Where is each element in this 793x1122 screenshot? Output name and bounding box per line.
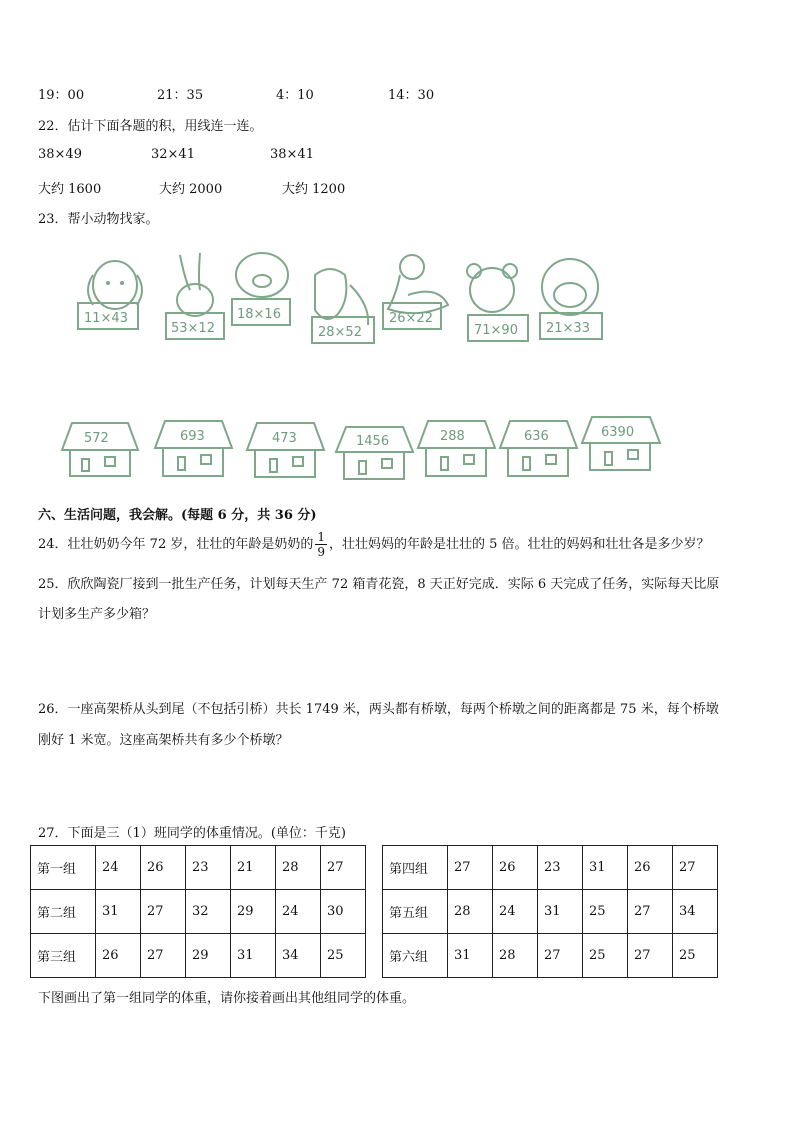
weight-cell: 31: [538, 890, 583, 934]
weight-cell: 31: [583, 846, 628, 890]
weight-cell: 27: [141, 890, 186, 934]
q22-estimate-2: 大约 2000: [159, 182, 223, 197]
weight-cell: 23: [538, 846, 583, 890]
q26-line2: 刚好 1 米宽。这座高架桥共有多少个桥墩？: [38, 733, 289, 748]
weight-cell: 27: [538, 934, 583, 978]
table-gap: [366, 934, 383, 978]
table-gap: [366, 846, 383, 890]
weight-cell: 31: [96, 890, 141, 934]
section6-heading: 六、生活问题，我会解。(每题 6 分，共 36 分): [38, 508, 317, 523]
table-row: [31, 846, 718, 890]
weight-cell: 27: [628, 890, 673, 934]
house-2[interactable]: [155, 421, 232, 476]
house-3[interactable]: [247, 423, 324, 477]
duck-icon[interactable]: [383, 255, 448, 329]
weight-cell: 27: [448, 846, 493, 890]
q25-line1: 25．欣欣陶瓷厂接到一批生产任务，计划每天生产 72 箱青花瓷，8 天正好完成．实际 6 天完成了任务，实际每天比原: [38, 577, 720, 592]
house-7-label: 6390: [601, 425, 635, 440]
weight-cell: 27: [141, 934, 186, 978]
group-name: 第二组: [31, 890, 96, 934]
q22-estimate-3: 大约 1200: [282, 182, 346, 197]
house-7[interactable]: [582, 417, 660, 470]
dog-icon[interactable]: [78, 261, 142, 329]
weight-cell: 25: [583, 890, 628, 934]
dog-expr: 11×43: [84, 311, 128, 326]
weight-cell: 28: [276, 846, 321, 890]
weight-cell: 27: [628, 934, 673, 978]
time-3: 4：10: [276, 88, 314, 103]
weight-cell: 29: [231, 890, 276, 934]
monkey-expr: 21×33: [546, 321, 590, 336]
fraction-denominator: 9: [317, 545, 325, 559]
duck-expr: 26×22: [389, 311, 433, 326]
weight-cell: 31: [231, 934, 276, 978]
weight-cell: 32: [186, 890, 231, 934]
weight-cell: 24: [276, 890, 321, 934]
weight-cell: 34: [673, 890, 718, 934]
time-2: 21：35: [157, 88, 204, 103]
q24-text-before: 24．壮壮奶奶今年 72 岁，壮壮的年龄是奶奶的: [38, 537, 314, 552]
weight-cell: 28: [493, 934, 538, 978]
house-4-label: 1456: [356, 434, 390, 449]
q27-prompt: 27．下面是三（1）班同学的体重情况。(单位：千克): [38, 826, 346, 841]
house-6-label: 636: [524, 429, 549, 444]
house-5[interactable]: [418, 421, 495, 476]
weight-cell: 25: [321, 934, 366, 978]
fraction-numerator: 1: [317, 530, 325, 544]
bear-icon[interactable]: [467, 264, 528, 341]
weights-table: [30, 845, 718, 978]
house-1[interactable]: [62, 423, 138, 476]
q22-estimate-1: 大约 1600: [38, 182, 102, 197]
goat-expr: 28×52: [318, 325, 362, 340]
goat-icon[interactable]: [312, 269, 374, 343]
q27-footer: 下图画出了第一组同学的体重，请你接着画出其他组同学的体重。: [38, 991, 416, 1006]
q22-expr-1: 38×49: [38, 147, 82, 162]
house-4[interactable]: [336, 427, 413, 479]
group-name: 第一组: [31, 846, 96, 890]
bear-expr: 71×90: [474, 323, 518, 338]
pig-icon[interactable]: [232, 253, 290, 325]
weight-cell: 30: [321, 890, 366, 934]
weight-cell: 26: [96, 934, 141, 978]
house-5-label: 288: [440, 429, 465, 444]
rabbit-expr: 53×12: [171, 321, 215, 336]
q25-line2: 计划多生产多少箱？: [38, 607, 156, 622]
weight-cell: 24: [96, 846, 141, 890]
weight-cell: 26: [141, 846, 186, 890]
group-name: 第六组: [383, 934, 448, 978]
q26-line1: 26．一座高架桥从头到尾（不包括引桥）共长 1749 米，两头都有桥墩，每两个桥墩之间的距离都是 75 米，每个桥墩: [38, 702, 719, 717]
q22-expr-2: 32×41: [151, 147, 195, 162]
pig-expr: 18×16: [237, 307, 281, 322]
house-1-label: 572: [84, 431, 109, 446]
time-1: 19：00: [38, 88, 85, 103]
q24-fraction: [315, 530, 327, 559]
weight-cell: 27: [673, 846, 718, 890]
house-2-label: 693: [180, 429, 205, 444]
table-row: [31, 890, 718, 934]
q24-text-after: ，壮壮妈妈的年龄是壮壮的 5 倍。壮壮的妈妈和壮壮各是多少岁？: [329, 537, 710, 552]
q23-illustration: [60, 245, 680, 485]
time-4: 14：30: [388, 88, 435, 103]
weight-cell: 21: [231, 846, 276, 890]
weight-cell: 27: [321, 846, 366, 890]
weight-cell: 34: [276, 934, 321, 978]
weight-cell: 31: [448, 934, 493, 978]
weight-cell: 25: [583, 934, 628, 978]
q22-expr-3: 38×41: [270, 147, 314, 162]
q24: [38, 530, 710, 560]
table-row: [31, 934, 718, 978]
weight-cell: 26: [493, 846, 538, 890]
q23-prompt: 23．帮小动物找家。: [38, 212, 159, 227]
weight-cell: 25: [673, 934, 718, 978]
table-gap: [366, 890, 383, 934]
house-6[interactable]: [500, 421, 577, 476]
q22-prompt: 22．估计下面各题的积，用线连一连。: [38, 119, 263, 134]
group-name: 第四组: [383, 846, 448, 890]
weight-cell: 23: [186, 846, 231, 890]
weight-cell: 24: [493, 890, 538, 934]
house-3-label: 473: [272, 431, 297, 446]
weight-cell: 29: [186, 934, 231, 978]
weight-cell: 26: [628, 846, 673, 890]
weight-cell: 28: [448, 890, 493, 934]
monkey-icon[interactable]: [540, 259, 602, 339]
rabbit-icon[interactable]: [166, 253, 224, 339]
group-name: 第三组: [31, 934, 96, 978]
group-name: 第五组: [383, 890, 448, 934]
